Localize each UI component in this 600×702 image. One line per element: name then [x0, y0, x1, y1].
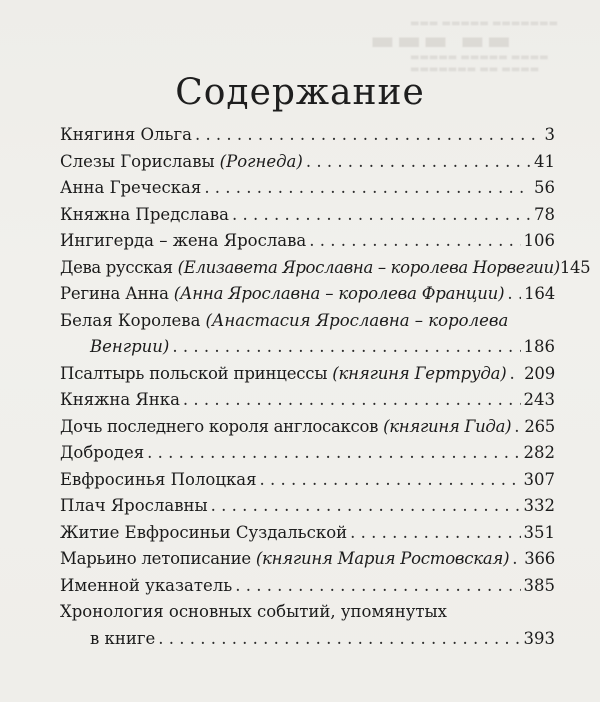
toc-entry-page: 3: [544, 125, 555, 144]
toc-entry-dobrodeya: [60, 440, 555, 467]
toc-leader-dots: [195, 122, 542, 149]
toc-entry-title: Княжна Янка: [60, 390, 180, 409]
toc-entry-page: 265: [524, 416, 555, 436]
toc-entry-title: Анна Греческая: [60, 178, 202, 197]
toc-entry-chronology: [60, 599, 555, 652]
toc-leader-dots: [512, 546, 521, 573]
toc-entry-maryino: [60, 546, 555, 573]
toc-entry-page: 209: [524, 363, 555, 383]
toc-entry-zhitie: [60, 520, 555, 547]
toc-entry-title: Княгиня Ольга: [60, 125, 192, 144]
toc-entry-index: [60, 573, 555, 600]
toc-entry-title: Регина Анна: [60, 284, 169, 303]
toc-entry-page: 56: [534, 178, 555, 197]
toc-entry-title: Белая Королева: [60, 310, 201, 330]
toc-entry-white-queen: [60, 308, 555, 361]
toc-entry-goryslava: [60, 149, 555, 176]
toc-entry-title: Именной указатель: [60, 575, 233, 595]
toc-entry-title: Дочь последнего короля англосаксов: [60, 416, 379, 436]
toc-entry-page: 351: [523, 522, 555, 542]
toc-entry-title: Житие Евфросиньи Суздальской: [60, 522, 348, 542]
table-of-contents: [60, 122, 591, 652]
toc-entry-note: (княгиня Гертруда): [332, 363, 507, 383]
toc-entry-page: 186: [523, 337, 555, 356]
toc-entry-title: Евфросинья Полоцкая: [60, 469, 257, 489]
toc-leader-dots: [507, 281, 521, 308]
toc-entry-page: 366: [524, 549, 555, 568]
page-title: Содержание: [175, 72, 425, 114]
toc-leader-dots: [172, 334, 520, 361]
toc-entry-page: 41: [534, 151, 555, 171]
toc-leader-dots: [309, 228, 520, 255]
toc-leader-dots: [211, 493, 521, 520]
toc-leader-dots: [147, 440, 520, 467]
toc-entry-title: Хронология основных событий, упомянутых: [60, 602, 447, 621]
toc-entry-note: (княгиня Гида): [383, 416, 512, 436]
toc-leader-dots: [510, 361, 522, 388]
toc-entry-ingigerda: [60, 228, 555, 255]
toc-leader-dots: [183, 387, 521, 414]
toc-entry-evfrosinya-polotskaya: [60, 467, 555, 494]
toc-leader-dots: [514, 414, 521, 441]
toc-leader-dots: [306, 149, 531, 176]
toc-entry-page: 243: [523, 390, 555, 409]
toc-entry-note: (Рогнеда): [219, 151, 303, 171]
toc-entry-olga: [60, 122, 555, 149]
toc-entry-title: Княжна Предслава: [60, 204, 229, 224]
show-through-text: ▬▬▬ ▬▬▬▬▬ ▬▬▬▬▬▬▬ ▬▬▬ ▬▬ ▬▬▬▬▬ ▬▬▬▬▬ ▬▬▬▬ ▬▬▬▬▬▬▬ ▬▬ ▬▬▬▬: [370, 18, 559, 75]
toc-entry-regina-anna: [60, 281, 555, 308]
toc-leader-dots: [260, 467, 521, 494]
toc-entry-note: (княгиня Мария Ростовская): [255, 549, 510, 568]
toc-entry-note: (Анастасия Ярославна – королева: [205, 310, 509, 330]
toc-entry-page: 282: [523, 443, 555, 462]
toc-entry-page: 393: [523, 628, 555, 648]
toc-entry-title-continued: в книге: [90, 628, 156, 648]
toc-leader-dots: [350, 520, 520, 547]
toc-entry-deva-russkaya: [60, 255, 591, 282]
toc-entry-page: 145: [559, 257, 591, 277]
toc-entry-title: Марьино летописание: [60, 549, 251, 568]
toc-leader-dots: [158, 626, 520, 653]
toc-entry-page: 332: [523, 496, 555, 515]
toc-entry-title: Добродея: [60, 443, 145, 462]
toc-entry-page: 106: [523, 231, 555, 250]
toc-leader-dots: [235, 573, 520, 600]
toc-entry-plach-yaroslavny: [60, 493, 555, 520]
toc-entry-title: Слезы Гориславы: [60, 151, 215, 171]
toc-entry-anna-greek: [60, 175, 555, 202]
toc-entry-yanka: [60, 387, 555, 414]
toc-entry-title: Плач Ярославны: [60, 496, 208, 515]
toc-entry-page: 164: [524, 284, 555, 303]
toc-leader-dots: [232, 202, 531, 229]
toc-entry-psalter: [60, 361, 555, 388]
toc-entry-title: Псалтырь польской принцессы: [60, 363, 328, 383]
toc-entry-predslava: [60, 202, 555, 229]
toc-entry-note: (Елизавета Ярославна – королева Норвегии): [177, 257, 560, 277]
toc-entry-page: 307: [523, 469, 555, 489]
toc-entry-title: Ингигерда – жена Ярослава: [60, 231, 307, 250]
toc-leader-dots: [204, 175, 531, 202]
toc-entry-note-continued: Венгрии): [90, 337, 170, 356]
toc-entry-page: 78: [534, 204, 555, 224]
toc-entry-gida: [60, 414, 555, 441]
toc-entry-title: Дева русская: [60, 257, 173, 277]
toc-entry-page: 385: [523, 575, 555, 595]
toc-entry-note: (Анна Ярославна – королева Франции): [173, 284, 505, 303]
